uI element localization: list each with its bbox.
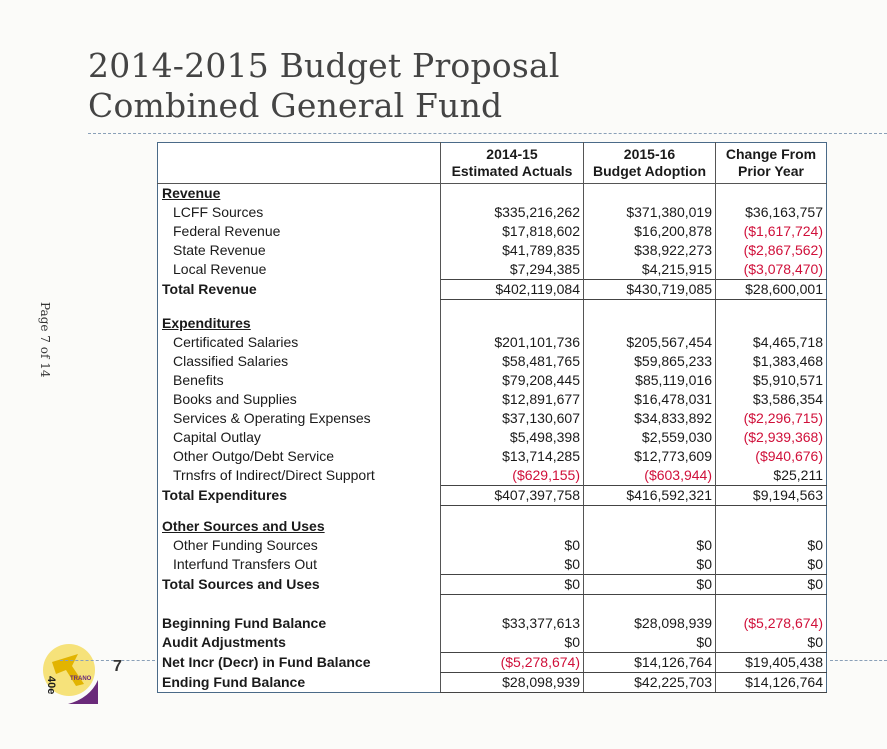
- spacer-row: [158, 300, 827, 315]
- header-row: [158, 143, 827, 184]
- total-row: [158, 575, 827, 595]
- table-row: [158, 371, 827, 390]
- header-line: Prior Year: [738, 163, 804, 179]
- value-cell: $9,194,563: [716, 486, 827, 506]
- value-cell: $42,225,703: [584, 673, 716, 693]
- row-label: Total Expenditures: [162, 487, 287, 503]
- header-line: Change From: [725, 146, 817, 162]
- value-cell: $335,216,262: [441, 203, 584, 222]
- footer-divider-right: [830, 660, 887, 661]
- header-line: 2015-16: [623, 146, 676, 162]
- value-cell: [716, 184, 827, 204]
- spacer-cell: [441, 300, 584, 315]
- value-cell: $0: [716, 633, 827, 653]
- value-cell: $201,101,736: [441, 333, 584, 352]
- table-row: [158, 536, 827, 555]
- row-label: Other Sources and Uses: [162, 518, 325, 534]
- value-cell: $37,130,607: [441, 409, 584, 428]
- section-header-row: [158, 184, 827, 204]
- row-label: Other Outgo/Debt Service: [173, 448, 335, 464]
- row-label: Other Funding Sources: [173, 537, 318, 553]
- value-cell: $4,215,915: [584, 260, 716, 280]
- page-number: 7: [113, 658, 122, 675]
- value-cell: [584, 184, 716, 204]
- value-cell: [716, 314, 827, 333]
- value-cell: [441, 314, 584, 333]
- value-cell: ($3,078,470): [716, 260, 827, 280]
- spacer-cell: [584, 300, 716, 315]
- document-subtitle: Combined General Fund: [88, 86, 503, 125]
- table-row: [158, 447, 827, 466]
- value-cell: $28,098,939: [584, 614, 716, 633]
- value-cell: $14,126,764: [716, 673, 827, 693]
- total-row: [158, 673, 827, 693]
- row-label: LCFF Sources: [173, 204, 264, 220]
- value-cell: $0: [716, 575, 827, 595]
- value-cell: $36,163,757: [716, 203, 827, 222]
- value-cell: $2,559,030: [584, 428, 716, 447]
- row-label: Federal Revenue: [173, 223, 281, 239]
- spacer-row: [158, 595, 827, 615]
- row-label: Beginning Fund Balance: [162, 615, 327, 631]
- table-row: [158, 333, 827, 352]
- spacer-cell: [716, 506, 827, 518]
- value-cell: ($629,155): [441, 466, 584, 486]
- row-label: Benefits: [173, 372, 224, 388]
- value-cell: $0: [584, 536, 716, 555]
- header-2014-15: [441, 143, 584, 184]
- value-cell: $41,789,835: [441, 241, 584, 260]
- logo-text: 40e: [45, 676, 57, 695]
- logo-brand: TRANO: [70, 676, 92, 682]
- value-cell: $79,208,445: [441, 371, 584, 390]
- value-cell: $0: [441, 575, 584, 595]
- row-label: Classified Salaries: [173, 353, 289, 369]
- value-cell: ($940,676): [716, 447, 827, 466]
- table-row: [158, 222, 827, 241]
- table-row: [158, 241, 827, 260]
- spacer-cell: [584, 506, 716, 518]
- value-cell: $14,126,764: [584, 653, 716, 673]
- value-cell: $430,719,085: [584, 280, 716, 300]
- value-cell: ($2,939,368): [716, 428, 827, 447]
- value-cell: $0: [584, 575, 716, 595]
- row-label: Net Incr (Decr) in Fund Balance: [162, 654, 371, 670]
- value-cell: $13,714,285: [441, 447, 584, 466]
- row-label: Local Revenue: [173, 261, 267, 278]
- value-cell: $38,922,273: [584, 241, 716, 260]
- table-row: [158, 260, 827, 280]
- table-row: [158, 409, 827, 428]
- spacer-cell: [441, 506, 584, 518]
- value-cell: ($2,867,562): [716, 241, 827, 260]
- value-cell: $12,891,677: [441, 390, 584, 409]
- header-change: [716, 143, 827, 184]
- spacer-cell: [158, 506, 441, 518]
- spacer-cell: [158, 595, 441, 615]
- header-line: Budget Adoption: [592, 163, 706, 179]
- value-cell: $28,600,001: [716, 280, 827, 300]
- budget-table: [157, 142, 827, 693]
- value-cell: $33,377,613: [441, 614, 584, 633]
- value-cell: $416,592,321: [584, 486, 716, 506]
- divider: [88, 133, 887, 134]
- header-line: 2014-15: [486, 146, 538, 162]
- value-cell: $0: [441, 633, 584, 653]
- value-cell: $0: [441, 555, 584, 575]
- value-cell: $4,465,718: [716, 333, 827, 352]
- header-line: Estimated Actuals: [451, 163, 573, 179]
- value-cell: $17,818,602: [441, 222, 584, 241]
- value-cell: $85,119,016: [584, 371, 716, 390]
- value-cell: $59,865,233: [584, 352, 716, 371]
- value-cell: $19,405,438: [716, 653, 827, 673]
- value-cell: $0: [584, 633, 716, 653]
- page-label: Page 7 of 14: [38, 302, 52, 378]
- table-row: [158, 466, 827, 486]
- value-cell: [716, 517, 827, 536]
- table-row: [158, 352, 827, 371]
- value-cell: [584, 314, 716, 333]
- row-label: Books and Supplies: [173, 391, 297, 407]
- value-cell: $16,200,878: [584, 222, 716, 241]
- spacer-row: [158, 506, 827, 518]
- row-label: Ending Fund Balance: [162, 673, 306, 690]
- total-row: [158, 280, 827, 300]
- value-cell: $58,481,765: [441, 352, 584, 371]
- row-label: Total Revenue: [162, 281, 257, 297]
- district-logo: [38, 640, 100, 704]
- table-row: [158, 428, 827, 447]
- spacer-cell: [584, 595, 716, 615]
- row-label: Trnsfrs of Indirect/Direct Support: [173, 467, 375, 484]
- row-label: Certificated Salaries: [173, 334, 299, 350]
- value-cell: $16,478,031: [584, 390, 716, 409]
- row-label: Audit Adjustments: [162, 634, 286, 651]
- value-cell: $5,910,571: [716, 371, 827, 390]
- section-header-row: [158, 314, 827, 333]
- value-cell: $12,773,609: [584, 447, 716, 466]
- table-row: [158, 633, 827, 653]
- value-cell: [584, 517, 716, 536]
- row-label: Capital Outlay: [173, 429, 261, 445]
- value-cell: $5,498,398: [441, 428, 584, 447]
- value-cell: $25,211: [716, 466, 827, 486]
- row-label: Total Sources and Uses: [162, 576, 320, 592]
- row-label: Revenue: [162, 185, 221, 201]
- footer-divider-left: [60, 660, 155, 661]
- row-label: Interfund Transfers Out: [173, 556, 317, 573]
- spacer-cell: [441, 595, 584, 615]
- table-row: [158, 390, 827, 409]
- value-cell: $407,397,758: [441, 486, 584, 506]
- value-cell: $3,586,354: [716, 390, 827, 409]
- value-cell: $28,098,939: [441, 673, 584, 693]
- table-row: [158, 614, 827, 633]
- value-cell: $7,294,385: [441, 260, 584, 280]
- value-cell: $371,380,019: [584, 203, 716, 222]
- table-row: [158, 203, 827, 222]
- document-title: 2014-2015 Budget Proposal: [88, 46, 560, 85]
- table-row: [158, 555, 827, 575]
- value-cell: ($1,617,724): [716, 222, 827, 241]
- value-cell: $402,119,084: [441, 280, 584, 300]
- value-cell: $34,833,892: [584, 409, 716, 428]
- header-2015-16: [584, 143, 716, 184]
- total-row: [158, 653, 827, 673]
- row-label: Services & Operating Expenses: [173, 410, 371, 426]
- value-cell: $0: [441, 536, 584, 555]
- value-cell: ($5,278,674): [716, 614, 827, 633]
- spacer-cell: [716, 595, 827, 615]
- row-label: State Revenue: [173, 242, 266, 258]
- value-cell: ($5,278,674): [441, 653, 584, 673]
- value-cell: ($2,296,715): [716, 409, 827, 428]
- row-label: Expenditures: [162, 315, 251, 331]
- value-cell: ($603,944): [584, 466, 716, 486]
- value-cell: $1,383,468: [716, 352, 827, 371]
- header-blank: [158, 143, 441, 184]
- value-cell: $205,567,454: [584, 333, 716, 352]
- value-cell: [441, 184, 584, 204]
- spacer-cell: [716, 300, 827, 315]
- value-cell: $0: [716, 555, 827, 575]
- value-cell: [441, 517, 584, 536]
- spacer-cell: [158, 300, 441, 315]
- value-cell: $0: [584, 555, 716, 575]
- section-header-row: [158, 517, 827, 536]
- total-row: [158, 486, 827, 506]
- value-cell: $0: [716, 536, 827, 555]
